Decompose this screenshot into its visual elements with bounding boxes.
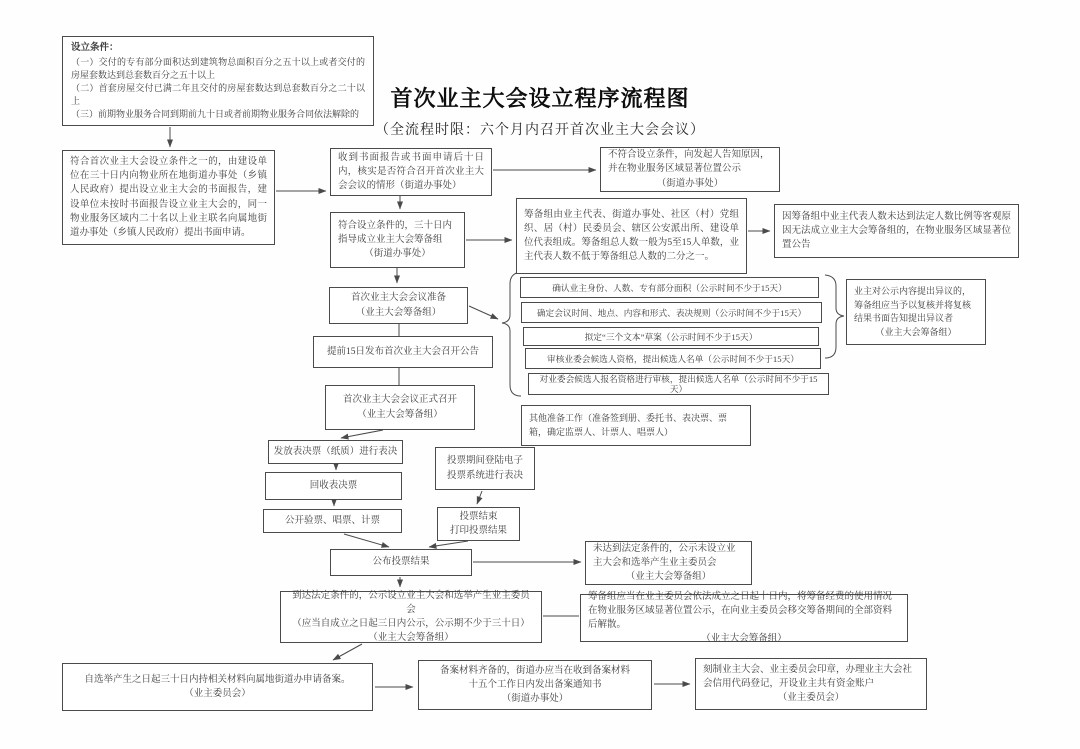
box-step-confirm-identity [520, 277, 819, 298]
step-meeting-details-text: 确定会议时间、地点、内容和形式、表决规则（公示时间不少于15天） [536, 307, 807, 318]
not-reach-legal-text: 未达到法定条件的，公示未设立业主大会和选举产生业主委员会 [593, 543, 736, 568]
box-establish-conditions [62, 36, 374, 126]
record-notice-line-2: 十五个工作日内发出备案通知书 [468, 679, 602, 690]
verify-report-text: 收到书面报告或书面申请后十日内，核实是否符合召开首次业主大会会议的情形（街道办事处） [338, 152, 484, 192]
reach-legal-org: （业主大会筹备组） [368, 633, 454, 644]
evote-result-line-1: 投票结束 [459, 511, 498, 522]
filing-application-org: （业主委员会） [184, 689, 251, 699]
box-meeting-preparation [329, 287, 468, 324]
condition-item-2: （二）首套房屋交付已满二年且交付的房屋套数达到总套数百分之二十以上 [71, 82, 365, 106]
box-objection-review [846, 279, 986, 345]
box-verify-report [330, 148, 492, 196]
notice15-text: 提前15日发布首次业主大会召开公告 [326, 346, 479, 357]
step-review-registration-text: 对业委会候选人报名资格进行审核，提出候选人名单（公示时间不少于15天） [539, 374, 818, 394]
box-group-disband [580, 591, 908, 645]
objection-review-text: 业主对公示内容提出异议的，筹备组应当予以复核并将复核结果书面告知提出异议者 [854, 286, 972, 323]
conditions-heading: 设立条件： [71, 43, 119, 54]
box-reach-legal [280, 591, 542, 643]
page-subtitle: （全流程时限：六个月内召开首次业主大会会议） [375, 123, 705, 138]
box-publish-results [330, 549, 472, 576]
meeting-preparation-org: （业主大会筹备组） [355, 307, 442, 318]
record-notice-line-1: 备案材料齐备的，街道办应当在收到备案材料 [439, 665, 630, 676]
box-group-composition [516, 198, 747, 274]
evote-result-line-2: 打印投票结果 [449, 526, 507, 536]
formal-meeting-text: 首次业主大会会议正式召开 [342, 395, 457, 406]
box-not-qualified [600, 147, 780, 192]
step-confirm-identity-text: 确认业主身份、人数、专有部分面积（公示时间不少于15天） [552, 282, 787, 293]
condition-item-3: （三）前期物业服务合同到期前九十日或者前期物业服务合同依法解除的 [71, 108, 360, 119]
step-three-documents-text: 拟定“三个文本”草案（公示时间不少于15天） [584, 331, 758, 342]
box-step-review-registration [528, 373, 829, 395]
reach-legal-line-2: （应当自成立之日起三日内公示，公示期不少于三十日） [292, 619, 530, 629]
box-step-meeting-details [521, 302, 822, 323]
collect-ballots-text: 回收表决票 [309, 480, 358, 491]
evoting-line-2: 投票系统进行表决 [446, 470, 523, 481]
issue-ballots-text: 发放表决票（纸质）进行表决 [273, 446, 398, 457]
group-disband-text: 筹备组应当在业主委员会依法成立之日起十日内，将筹备经费的使用情况在物业服务区域显著位置公示，在向业主委员会移交筹备期间的全部资料后解散。 [588, 591, 893, 630]
left-brace [502, 272, 521, 396]
box-step-review-candidates [525, 348, 821, 369]
not-qualified-org: （街道办事处） [656, 178, 724, 189]
group-disband-org: （业主大会筹备组） [701, 634, 787, 645]
box-formal-meeting [325, 385, 475, 430]
seal-and-accounts-org: （业主委员会） [777, 693, 845, 704]
box-record-notice [418, 660, 652, 710]
box-other-preparation [521, 405, 751, 446]
objection-review-org: （业主大会筹备组） [875, 326, 957, 337]
reach-legal-line-1: 到达法定条件的，公示设立业主大会和选举产生业主委员会 [292, 590, 530, 615]
box-15day-notice [313, 336, 493, 368]
guide-text: 符合设立条件的，三十日内指导成立业主大会筹备组 [338, 220, 453, 245]
not-reach-legal-org: （业主大会筹备组） [625, 572, 712, 583]
box-public-counting [263, 509, 402, 533]
formal-meeting-org: （业主大会筹备组） [357, 409, 443, 420]
box-evote-result [437, 507, 520, 541]
box-issue-ballots [268, 440, 403, 464]
guide-org: （街道办事处） [364, 249, 431, 260]
not-qualified-text: 不符合设立条件，向发起人告知原因，并在物业服务区域显著位置公示 [608, 150, 770, 175]
filing-application-text: 自选举产生之日起三十日内持相关材料向属地街道办申请备案。 [84, 674, 351, 685]
condition-item-1: （一）交付的专有部分面积达到建筑物总面积百分之五十以上或者交付的房屋套数达到总套数百分之五十以上 [71, 56, 365, 80]
public-counting-text: 公开验票、唱票、计票 [284, 515, 380, 526]
box-not-reach-legal [585, 541, 752, 585]
meeting-preparation-text: 首次业主大会会议准备 [350, 293, 446, 304]
record-notice-org: （街道办事处） [501, 694, 569, 705]
publish-results-text: 公布投票结果 [372, 557, 430, 568]
page-title: 首次业主大会设立程序流程图 [390, 86, 690, 111]
group-composition-text: 筹备组由业主代表、街道办事处、社区（村）党组织、居（村）民委员会、辖区公安派出所、建设单位代表组成。筹备组总人数一般为5至15人单数，业主代表人数不低于筹备组总人数的二分之一。 [524, 209, 739, 263]
other-preparation-text: 其他准备工作（准备签到册、委托书、表决票、票箱，确定监票人、计票人、唱票人） [529, 413, 728, 437]
evoting-line-1: 投票期间登陆电子 [446, 456, 523, 467]
seal-and-accounts-text: 刻制业主大会、业主委员会印章，办理业主大会社会信用代码登记，开设业主共有资金账户 [703, 664, 913, 689]
written-application-text: 符合首次业主大会设立条件之一的，由建设单位在三十日内向物业所在地街道办事处（乡镇人民政府）提出设立业主大会的书面报告，建设单位未按时书面报告设立业主大会的，同一物业服务区域内二十名以上业主联名向属地街道办事处（乡镇人民政府）提出书面申请。 [70, 156, 267, 238]
step-review-candidates-text: 审核业委会候选人资格，提出候选人名单（公示时间不少于15天） [547, 353, 799, 364]
box-step-three-documents [523, 327, 819, 346]
box-filing-application [62, 663, 373, 711]
box-evoting [435, 447, 535, 490]
box-seal-and-accounts [695, 658, 927, 710]
right-brace [825, 275, 844, 358]
cannot-form-announce-text: 因筹备组中业主代表人数未达到法定人数比例等客观原因无法成立业主大会筹备组的，在物业服务区域显著位置公告 [782, 211, 1011, 251]
box-collect-ballots [265, 472, 402, 500]
box-guide-preparatory-group [330, 212, 465, 268]
box-cannot-form-announce [774, 204, 1019, 258]
box-written-application [62, 150, 275, 245]
